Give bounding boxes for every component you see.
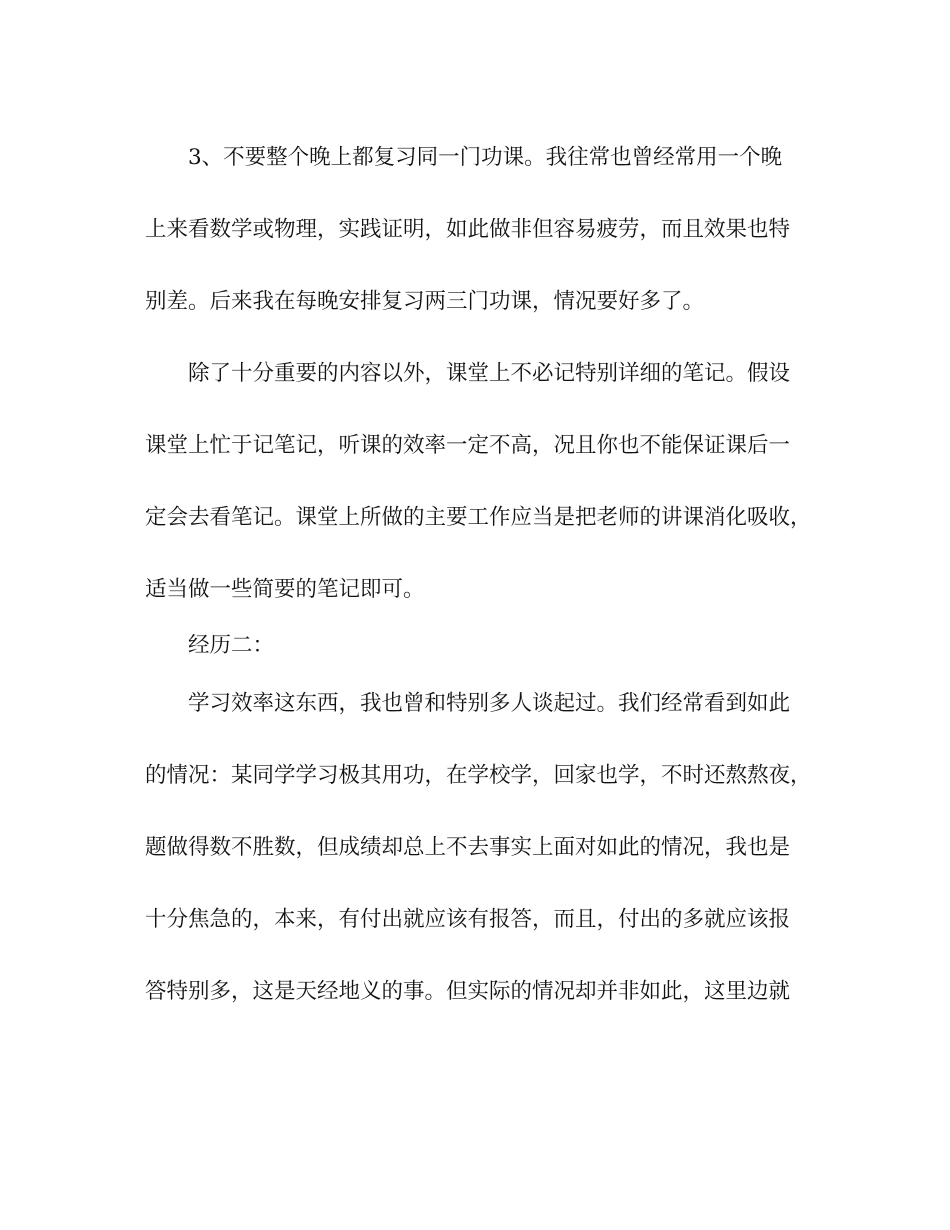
text-line <box>0 900 950 940</box>
text-line <box>0 282 950 322</box>
text-line <box>0 626 950 666</box>
text-line <box>0 972 950 1012</box>
line-text: 题做得数不胜数，但成绩却总上不去事实上面对如此的情况，我也是 <box>145 835 791 860</box>
line-text: 的情况：某同学学习极其用功，在学校学，回家也学，不时还熬熬夜， <box>145 763 812 788</box>
text-line <box>0 210 950 250</box>
line-text: 学习效率这东西，我也曾和特别多人谈起过。我们经常看到如此 <box>188 691 791 716</box>
line-text: 除了十分重要的内容以外，课堂上不必记特别详细的笔记。假设 <box>188 361 791 386</box>
text-line <box>0 570 950 610</box>
text-line <box>0 828 950 868</box>
line-text: 经历二： <box>188 633 275 658</box>
text-line <box>0 426 950 466</box>
line-text: 定会去看笔记。课堂上所做的主要工作应当是把老师的讲课消化吸收， <box>145 505 812 530</box>
text-line <box>0 138 950 178</box>
text-line <box>0 498 950 538</box>
line-text: 3、不要整个晚上都复习同一门功课。我往常也曾经常用一个晚 <box>188 145 783 170</box>
line-text: 课堂上忙于记笔记，听课的效率一定不高，况且你也不能保证课后一 <box>145 433 791 458</box>
line-text: 别差。后来我在每晚安排复习两三门功课，情况要好多了。 <box>145 289 705 314</box>
text-line <box>0 354 950 394</box>
line-text: 上来看数学或物理，实践证明，如此做非但容易疲劳，而且效果也特 <box>145 217 791 242</box>
text-line <box>0 756 950 796</box>
line-text: 十分焦急的，本来，有付出就应该有报答，而且，付出的多就应该报 <box>145 907 791 932</box>
text-line <box>0 684 950 724</box>
line-text: 答特别多，这是天经地义的事。但实际的情况却并非如此，这里边就 <box>145 979 791 1004</box>
line-text: 适当做一些简要的笔记即可。 <box>145 577 425 602</box>
